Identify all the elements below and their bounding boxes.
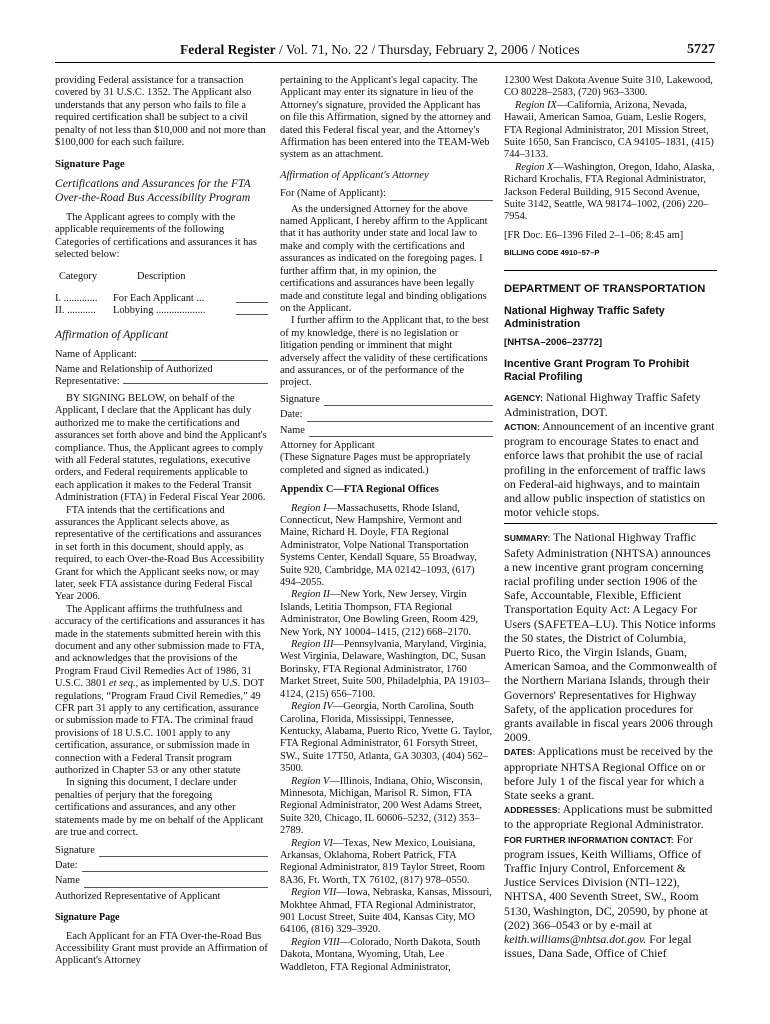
- agency-name: National Highway Traffic Safety Administration: [504, 305, 665, 331]
- applicant-name-field: [55, 349, 268, 361]
- selection-blank[interactable]: [236, 293, 268, 303]
- paragraph: In signing this document, I declare under penalties of perjury that the foregoing certifications and assurances, and any other statements made by me on behalf of the Applicant are true and correct.: [55, 777, 264, 839]
- name-line[interactable]: [309, 427, 493, 437]
- paragraph: Each Applicant for an FTA Over-the-Road Bus Accessibility Grant must provide an Affirmation of Applicant's Attorney: [55, 930, 268, 967]
- region-entry: Region VIII—Colorado, North Dakota, South Dakota, Montana, Wyoming, Utah, Lee Waddleton, FTA Regional Administrator,: [280, 936, 481, 973]
- field-label: Name: [55, 875, 80, 887]
- paragraph: The Applicant affirms the truthfulness and accuracy of the certifications and assurances it has made in the statements submitted herein with this document and any other submission made to FTA, and acknowledges that the provisions of the Program Fraud Civil Remedies Act of 1986, 31 U.S.C. 3801 et seq., as implemented by U.S. DOT regulations, “Program Fraud Civil Remedies,” 49 CFR part 31 apply to any certification, assurance or submission made to FTA. The criminal fraud provisions of 18 U.S.C. 1001 apply to any certification, assurance, or submission made in connection with a Federal Transit program authorized in Chapter 53 or any other statute: [55, 603, 265, 777]
- name-line[interactable]: [84, 878, 268, 888]
- name-field: [280, 425, 493, 437]
- header-meta: / Vol. 71, No. 22 / Thursday, February 2, 2006 / Notices: [275, 42, 580, 57]
- signature-page-heading: Signature Page: [55, 158, 125, 171]
- affirmation-heading: Affirmation of Applicant: [55, 327, 169, 341]
- signature-field: [55, 845, 268, 857]
- notice-title: Incentive Grant Program To Prohibit Racial Profiling: [504, 357, 690, 383]
- region-entry: Region I—Massachusetts, Rhode Island, Connecticut, New Hampshire, Vermont and Maine, Richard H. Doyle, FTA Regional Administrator, Volpe National Transportation Systems Center, Kendall Square, 55 Broadway, Suite 920, Cambridge, MA 02142–1093, (617) 494–2055.: [280, 502, 477, 589]
- row-number: I. .............: [55, 292, 98, 304]
- name-field: [55, 875, 268, 887]
- page-header: [55, 42, 715, 63]
- region-entry: Region X—Washington, Oregon, Idaho, Alaska, Richard Krochalis, FTA Regional Administrator, Jackson Federal Building, 915 Second Avenue, Suite 3142, Seattle, WA 98174–1002, (206) 220–7954.: [504, 161, 715, 223]
- paragraph: FTA intends that the certifications and assurances the Applicant selects above, as representative of the certifications and assurances in set forth in this document, should apply, as required, to each Over-the-Road Bus Accessibility Grant for which the Applicant seeks now, or may later, seek FTA assistance during Federal Fiscal Year 2006.: [55, 504, 265, 603]
- row-number: II. ...........: [55, 305, 96, 317]
- fr-doc-line: [FR Doc. E6–1396 Filed 2–1–06; 8:45 am]: [504, 229, 684, 241]
- table-header-description: Description: [137, 271, 186, 283]
- field-label: Date:: [55, 859, 78, 871]
- addresses-block: ADDRESSES: Applications must be submitted to the appropriate Regional Administrator.: [504, 802, 713, 832]
- column-3: [504, 75, 717, 960]
- billing-code: BILLING CODE 4910–57–P: [504, 248, 600, 258]
- region-entry: Region VI—Texas, New Mexico, Louisiana, Arkansas, Oklahoma, Robert Patrick, FTA Regional Administrator, 819 Taylor Street, Room 8A36, Ft. Worth, TX 76102, (817) 978–0550.: [280, 837, 486, 886]
- field-label: Name of Applicant:: [55, 348, 137, 360]
- representative-field: [55, 364, 268, 389]
- attorney-heading: Affirmation of Applicant's Attorney: [280, 169, 429, 181]
- paragraph: As the undersigned Attorney for the above named Applicant, I hereby affirm to the Applicant that it has authority under state and local law to make and comply with the certifications and assurances as indicated on the foregoing pages. I further affirm that, in my opinion, the certifications and assurances have been legally made and constitute legal and binding obligations on the Applicant.: [280, 203, 488, 314]
- region-entry: Region II—New York, New Jersey, Virgin Islands, Letitia Thompson, FTA Regional Administrator, One Bowling Green, Room 429, New York, NY 10004–1415, (212) 668–2170.: [280, 589, 479, 638]
- paragraph: providing Federal assistance for a transaction covered by 31 U.S.C. 1352. The Applicant also understands that any person who fails to file a required certification shall be subject to a civil penalty of not less than $10,000 and not more than $100,000 for each such failure.: [55, 75, 266, 149]
- action-block: ACTION: Announcement of an incentive grant program to encourage States to enact and enforce laws that prohibit the use of racial profiling in the enforcement of traffic laws on Federal-aid highways, and to maintain and allow public inspection of statistics on motor vehicle stops.: [504, 418, 715, 520]
- field-label: Name: [280, 424, 305, 436]
- agency-block: AGENCY: National Highway Traffic Safety Administration, DOT.: [504, 389, 701, 419]
- table-row: [55, 305, 268, 317]
- appendix-heading: Appendix C—FTA Regional Offices: [280, 484, 439, 496]
- selection-blank[interactable]: [236, 305, 268, 315]
- contact-email[interactable]: keith.williams@nhtsa.dot.gov.: [504, 932, 647, 947]
- note: (These Signature Pages must be appropriately completed and signed as indicated.): [280, 452, 471, 476]
- header-citation: [180, 42, 580, 58]
- applicant-name-line[interactable]: [141, 351, 268, 361]
- signature-page-heading: Signature Page: [55, 912, 120, 924]
- region-entry: Region V—Illinois, Indiana, Ohio, Wisconsin, Minnesota, Michigan, Marisol R. Simon, FTA Regional Administrator, 200 West Adams Street, Suite 320, Chicago, IL 60606–5232, (312) 353–2789.: [280, 775, 483, 837]
- date-line[interactable]: [82, 862, 268, 872]
- paragraph: I further affirm to the Applicant that, to the best of my knowledge, there is no legislation or litigation pending or imminent that might adversely affect the validity of these certifications and assurances, or of the performance of the project.: [280, 315, 489, 389]
- date-field: [55, 860, 268, 872]
- certifications-heading: Certifications and Assurances for the FTA Over-the-Road Bus Accessibility Program: [55, 176, 251, 204]
- field-label: Name and Relationship of Authorized Representative:: [55, 364, 213, 388]
- region-entry: Region IX—California, Arizona, Nevada, Hawaii, American Samoa, Guam, Leslie Rogers, FTA Regional Administrator, 201 Mission Street, Suite 1650, San Francisco, CA 94105–1831, (415) 744–3133.: [504, 99, 714, 161]
- paragraph: pertaining to the Applicant's legal capacity. The Applicant may enter its signature in lieu of the Attorney's signature, provided the Applicant has on file this Affirmation, signed by the attorney and dated this Federal fiscal year, and the Attorney's Affirmation has been entered into the TEAM-Web system as an attachment.: [280, 75, 491, 161]
- column-2: [280, 75, 493, 974]
- signature-field: [280, 394, 493, 406]
- field-label: For (Name of Applicant):: [280, 188, 386, 200]
- signature-line[interactable]: [99, 847, 268, 857]
- department-heading: DEPARTMENT OF TRANSPORTATION: [504, 282, 706, 295]
- category-table-header: [55, 271, 268, 283]
- column-1: [55, 75, 268, 968]
- page-number: 5727: [687, 42, 715, 57]
- region-entry: Region III—Pennsylvania, Maryland, Virginia, West Virginia, Delaware, Washington, DC, Susan Borinsky, FTA Regional Administrator, 1760 Market Street, Suite 500, Philadelphia, PA 19103–4124, (215) 656–7100.: [280, 639, 490, 700]
- field-label: Signature: [55, 844, 95, 856]
- region-entry: Region IV—Georgia, North Carolina, South Carolina, Florida, Mississippi, Tennessee, Kentucky, Alabama, Puerto Rico, Yvette G. Taylor, FTA Regional Administrator, 61 Forsyth Street, SW., Suite 17T50, Atlanta, GA 30303, (404) 562–3500.: [280, 701, 493, 775]
- date-field: [280, 409, 493, 421]
- paragraph: The Applicant agrees to comply with the applicable requirements of the following Categories of certifications and assurances it has selected below:: [55, 211, 257, 261]
- for-applicant-field: [280, 188, 493, 200]
- attorney-label: Attorney for Applicant: [280, 439, 375, 451]
- docket-number: [NHTSA–2006–23772]: [504, 337, 603, 349]
- paragraph: BY SIGNING BELOW, on behalf of the Applicant, I declare that the Applicant has duly authorized me to make the certifications and assurances set forth above and bind the Applicant's compliance. Thus, the Applicant agrees to comply with all Federal statutes, regulations, executive orders, and Federal requirements applicable to each application it makes to the Federal Transit Administration (FTA) in Federal Fiscal Year 2006.: [55, 392, 267, 504]
- for-applicant-line[interactable]: [390, 191, 493, 201]
- header-title: Federal Register: [180, 42, 276, 57]
- table-header-category: Category: [59, 271, 98, 283]
- dates-block: DATES: Applications must be received by the appropriate NHTSA Regional Office on or before July 1 of the fiscal year for which a State seeks a grant.: [504, 744, 713, 802]
- field-label: Date:: [280, 409, 303, 421]
- paragraph: 12300 West Dakota Avenue Suite 310, Lakewood, CO 80228–2583, (720) 963–3300.: [504, 75, 713, 99]
- further-info-block: FOR FURTHER INFORMATION CONTACT: For program issues, Keith Williams, Office of Traffic Injury Control, Enforcement & Justice Services Division (NTI–122), NHTSA, 400 Seventh Street, SW., Room 5130, Washington, DC, 20590, by phone at (202) 366–0543 or by e-mail at keith.williams@nhtsa.dot.gov. For legal issues, Dana Sade, Office of Chief: [504, 831, 708, 961]
- divider: [504, 270, 717, 271]
- table-row: [55, 293, 268, 305]
- divider: [504, 523, 717, 524]
- signature-line[interactable]: [324, 396, 493, 406]
- summary-block: SUMMARY: The National Highway Traffic Safety Administration (NHTSA) announces a new incentive grant program concerning racial profiling under section 1906 of the Safe, Accountable, Flexible, Efficient Transportation Equity Act: A Legacy For Users (SAFETEA–LU). This Notice informs the 50 states, the District of Columbia, Puerto Rico, the Virgin Islands, Guam, American Samoa, and the Commonwealth of the Northern Mariana Islands, through their Governors' Representatives for Highway Safety, of the application procedures for grants available in fiscal years 2006 through 2009.: [504, 530, 717, 745]
- representative-line[interactable]: [123, 383, 268, 384]
- date-line[interactable]: [307, 412, 493, 422]
- authorized-rep-label: Authorized Representative of Applicant: [55, 890, 221, 902]
- row-description: Lobbying ...................: [113, 305, 206, 317]
- row-description: For Each Applicant ...: [113, 292, 205, 304]
- field-label: Signature: [280, 393, 320, 405]
- region-entry: Region VII—Iowa, Nebraska, Kansas, Missouri, Mokhtee Ahmad, FTA Regional Administrator, 901 Locust Street, Suite 404, Kansas City, MO 64106, (816) 329–3920.: [280, 887, 492, 936]
